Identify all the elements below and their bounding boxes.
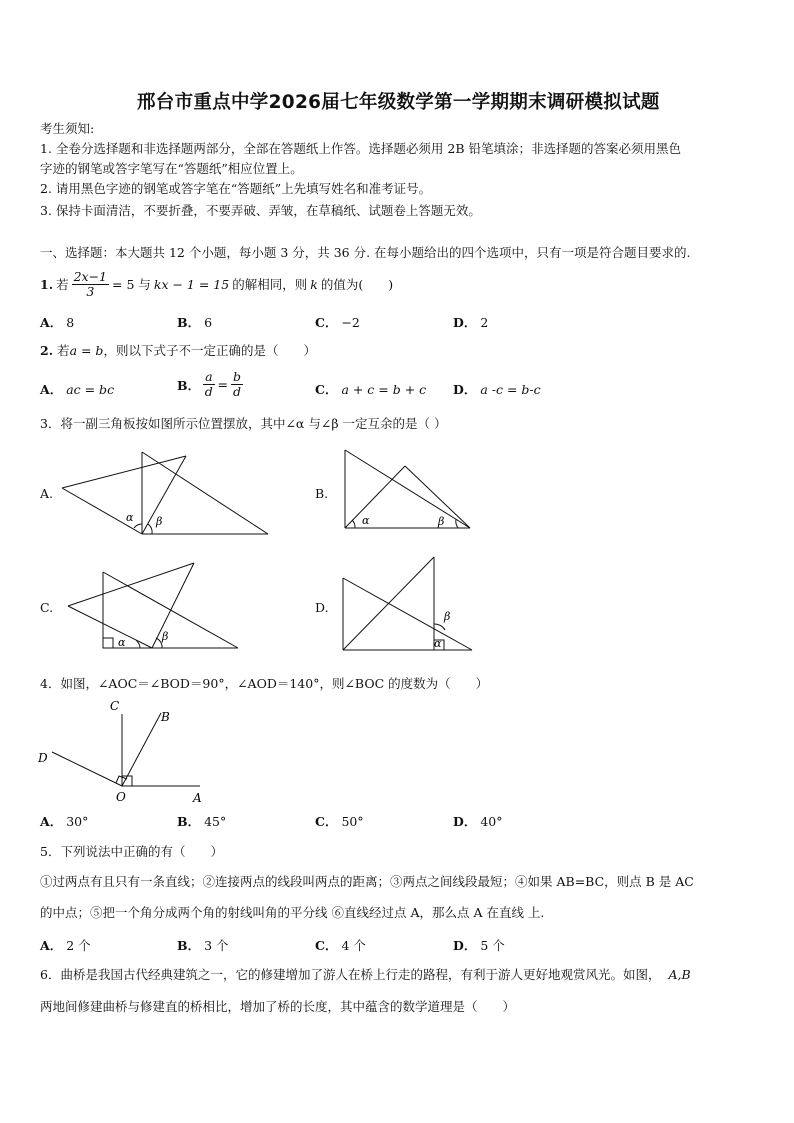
q3-option-b-label[interactable]: B. xyxy=(315,486,329,501)
q1-option-a[interactable]: A． 8 xyxy=(40,315,75,330)
q1-option-d[interactable]: D． 2 xyxy=(453,315,489,330)
q3c-beta: β xyxy=(162,630,169,643)
q1-option-c[interactable]: C． −2 xyxy=(315,315,360,330)
notice-item-1: 1. 全卷分选择题和非选择题两部分，全部在答题纸上作答。选择题必须用 2B 铅笔填涂；非选择题的答案必须用黑色 xyxy=(40,141,681,156)
q4-option-c[interactable]: C． 50° xyxy=(315,814,364,829)
q4-label-d: D xyxy=(38,751,48,765)
question-6-line-1: 6．曲桥是我国古代经典建筑之一，它的修建增加了游人在桥上行走的路程，有利于游人更好地观赏风光。如图， A,B xyxy=(40,967,691,982)
q2-option-b[interactable]: B． $\frac{a}{d}$ = $\frac{b}{d}$ xyxy=(177,369,242,399)
q3-option-c-label[interactable]: C. xyxy=(40,600,54,615)
q5-option-d[interactable]: D． 5 个 xyxy=(453,938,505,953)
q5-option-b[interactable]: B． 3 个 xyxy=(177,938,229,953)
notice-item-3: 3. 保持卡面清洁，不要折叠，不要弄破、弄皱，在草稿纸、试题卷上答题无效。 xyxy=(40,203,481,218)
notice-item-2: 2. 请用黑色字迹的钢笔或答字笔在“答题纸”上先填写姓名和准考证号。 xyxy=(40,181,432,196)
question-4: 4．如图，∠AOC＝∠BOD＝90°，∠AOD＝140°，则∠BOC 的度数为（ ） xyxy=(40,676,489,691)
q1-option-b[interactable]: B． 6 xyxy=(177,315,213,330)
q5-statements-line-1: ①过两点有且只有一条直线；②连接两点的线段叫两点的距离；③两点之间线段最短；④如果 AB=BC，则点 B 是 AC xyxy=(40,874,694,889)
q1-number: 1. xyxy=(40,276,54,292)
q1-k: k xyxy=(310,276,318,292)
q3c-alpha: α xyxy=(118,636,126,649)
question-6-line-2: 两地间修建曲桥与修建直的桥相比，增加了桥的长度，其中蕴含的数学道理是（ ） xyxy=(40,999,516,1014)
q4-option-a[interactable]: A． 30° xyxy=(40,814,89,829)
q4-label-c: C xyxy=(110,699,120,713)
section-heading: 一、选择题：本大题共 12 个小题，每小题 3 分，共 36 分. 在每小题给出的四个选项中，只有一项是符合题目要求的. xyxy=(40,245,691,260)
q4-option-b[interactable]: B． 45° xyxy=(177,814,227,829)
question-3: 3．将一副三角板按如图所示位置摆放，其中∠α 与∠β 一定互余的是（ ） xyxy=(40,416,447,431)
q1-frac-den: 3 xyxy=(86,284,95,299)
q3d-alpha: α xyxy=(434,637,442,650)
q5-option-a[interactable]: A． 2 个 xyxy=(40,938,91,953)
q3b-alpha: α xyxy=(362,514,370,527)
q4-label-a: A xyxy=(193,791,202,805)
q3-option-d-label[interactable]: D. xyxy=(315,600,329,615)
q4-label-b: B xyxy=(161,710,170,724)
q5-option-c[interactable]: C． 4 个 xyxy=(315,938,366,953)
q2-option-d[interactable]: D． a -c = b-c xyxy=(453,382,541,397)
question-5: 5．下列说法中正确的有（ ） xyxy=(40,844,223,859)
notice-item-1-cont: 字迹的钢笔或答字笔写在“答题纸”相应位置上。 xyxy=(40,161,303,176)
q1-frac-num: 2x−1 xyxy=(73,269,108,284)
q3a-alpha: α xyxy=(126,511,134,524)
q1-post2: 的值为( ) xyxy=(320,276,394,292)
q3d-beta: β xyxy=(444,610,451,623)
q2-option-c[interactable]: C． a + c = b + c xyxy=(315,382,427,397)
q1-post1: 的解相同，则 xyxy=(232,276,308,292)
q1-eq2: kx − 1 = 15 xyxy=(153,276,230,292)
q3-option-a-label[interactable]: A. xyxy=(40,486,54,501)
q6-points-ab: A,B xyxy=(668,967,691,982)
q4-option-d[interactable]: D． 40° xyxy=(453,814,503,829)
q1-mid: = 5 与 xyxy=(112,276,151,292)
q3b-beta: β xyxy=(438,515,445,528)
page-title: 邢台市重点中学2026届七年级数学第一学期期末调研模拟试题 xyxy=(137,92,660,113)
question-2: 2. 若a = b，则以下式子不一定正确的是（ ） xyxy=(40,343,316,358)
q1-pre: 若 xyxy=(56,276,69,292)
q2-option-a[interactable]: A． ac = bc xyxy=(40,382,115,397)
q5-statements-line-2: 的中点；⑤把一个角分成两个角的射线叫角的平分线 ⑥直线经过点 A，那么点 A 在直线 上. xyxy=(40,905,545,920)
q4-label-o: O xyxy=(116,790,126,804)
q3a-beta: β xyxy=(156,515,163,528)
q2-condition: a = b xyxy=(69,343,104,358)
notice-heading: 考生须知: xyxy=(40,121,95,136)
